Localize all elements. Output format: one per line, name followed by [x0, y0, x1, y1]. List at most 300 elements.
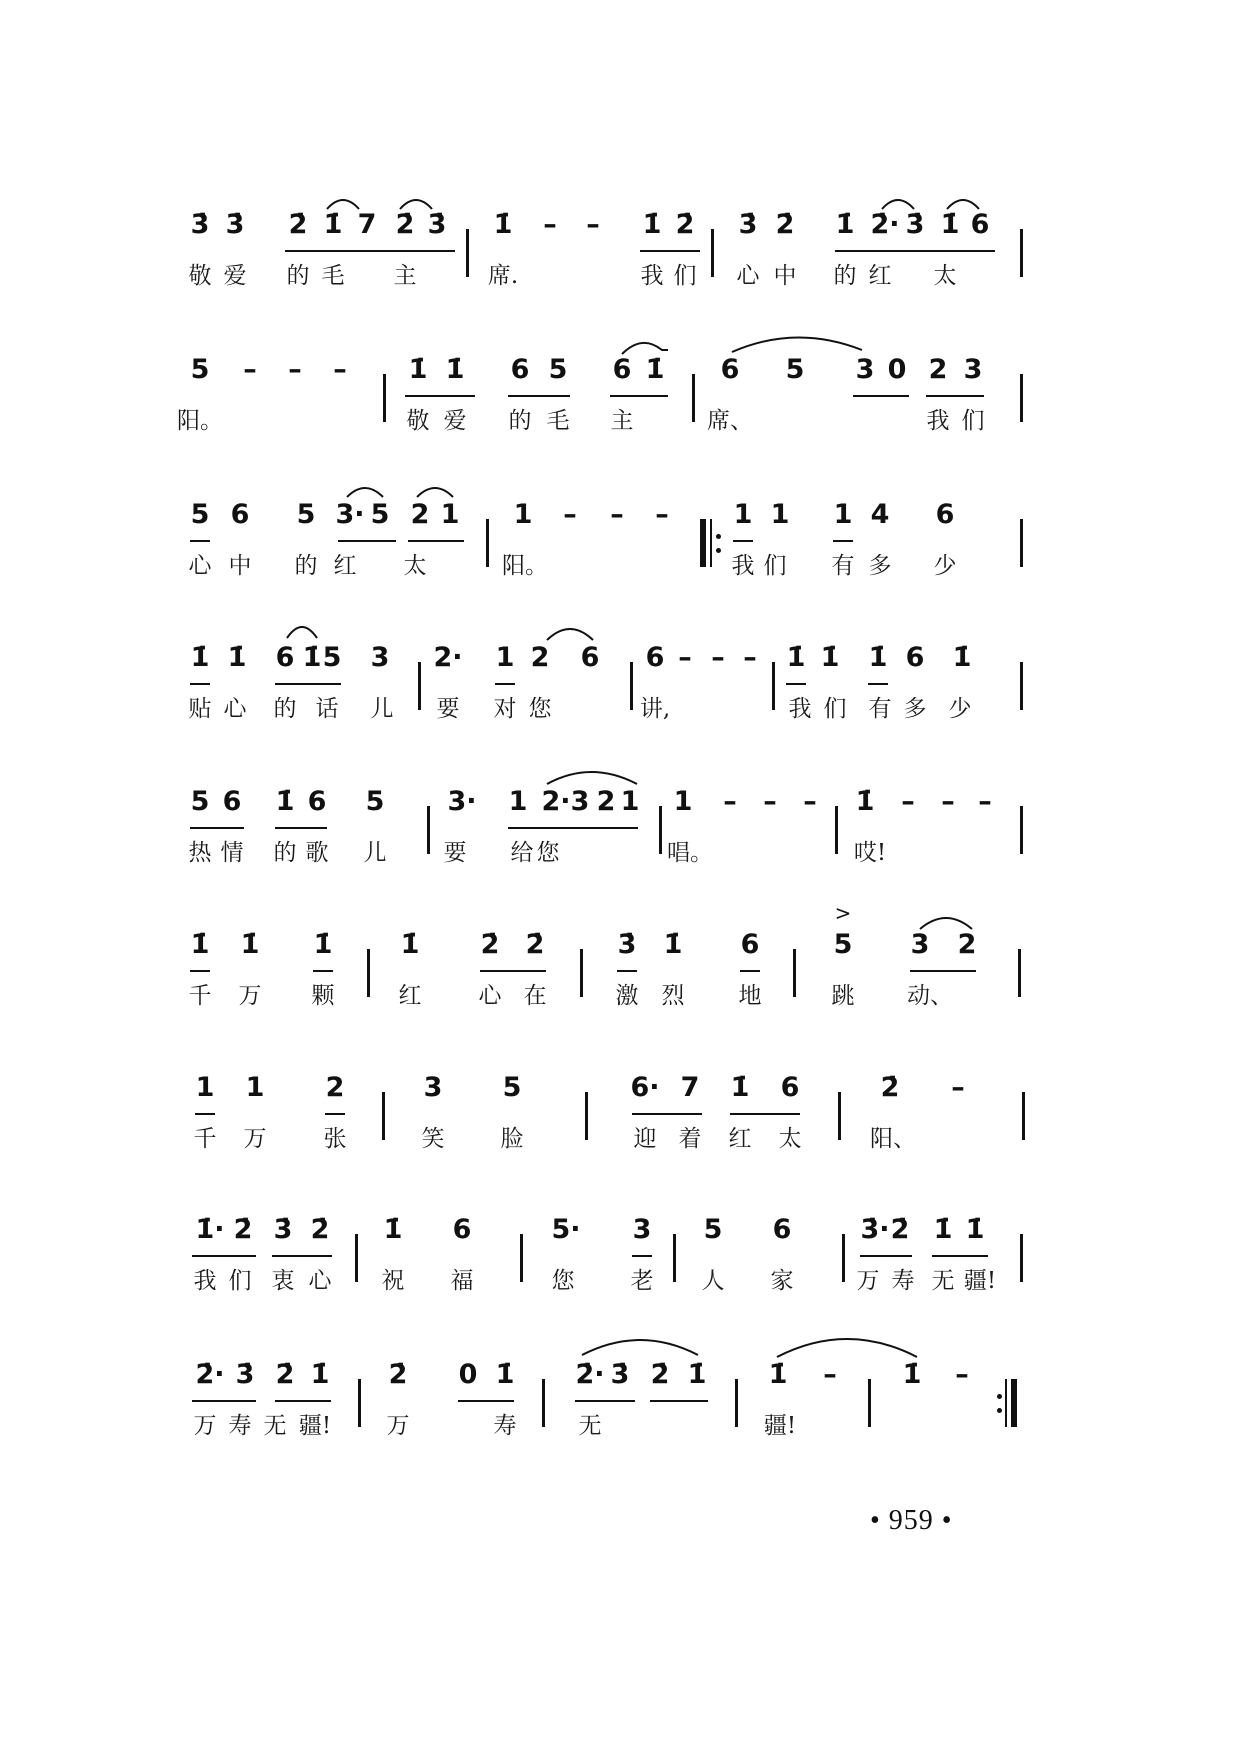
- note: –: [711, 642, 725, 673]
- beam-underline: [833, 540, 853, 542]
- note: 2̇: [388, 1359, 408, 1390]
- note: 5·: [551, 1214, 581, 1245]
- note: 1̇·: [195, 1214, 225, 1245]
- lyric-char: 家: [770, 1268, 794, 1294]
- lyric-char: 太: [933, 263, 957, 289]
- lyrics-line: [0, 694, 1241, 724]
- jianpu-notes: [0, 782, 1241, 822]
- lyrics-line: [0, 1266, 1241, 1296]
- note: 3·: [335, 499, 365, 530]
- note: –: [803, 786, 817, 817]
- lyric-char: 的: [294, 553, 318, 579]
- beam-underline: [408, 540, 464, 542]
- note: 1̇: [310, 1359, 330, 1390]
- beam-underline: [195, 1113, 215, 1115]
- note: 6: [905, 642, 925, 673]
- note: –: [610, 499, 624, 530]
- note: 5: [548, 354, 568, 385]
- lyric-char: 心: [188, 553, 212, 579]
- lyric-char: 中: [228, 553, 252, 579]
- lyric-char: 的: [273, 696, 297, 722]
- beam-underline: [190, 683, 210, 685]
- note: –: [586, 209, 600, 240]
- note: 1̇: [820, 642, 840, 673]
- score-line-5: [0, 752, 1241, 882]
- note: 3̇: [738, 209, 758, 240]
- jianpu-notes: [0, 350, 1241, 390]
- jianpu-notes: [0, 1068, 1241, 1108]
- note: 1: [620, 786, 640, 817]
- score-line-2: [0, 320, 1241, 450]
- note: 2̇: [395, 209, 415, 240]
- jianpu-notes: [0, 205, 1241, 245]
- lyric-char: 中: [773, 263, 797, 289]
- note: 1: [833, 499, 853, 530]
- note: 6: [580, 642, 600, 673]
- note: 6: [452, 1214, 472, 1245]
- note: 6: [645, 642, 665, 673]
- note: 6: [275, 642, 295, 673]
- beam-underline: [632, 1255, 652, 1257]
- lyric-char: 少: [933, 553, 957, 579]
- note: 3̇: [190, 209, 210, 240]
- beam-underline: [640, 250, 700, 252]
- lyric-char: 您: [528, 696, 552, 722]
- note: –: [678, 642, 692, 673]
- note: 1̇: [275, 786, 295, 817]
- note: 2̇: [890, 1214, 910, 1245]
- note: 2·: [433, 642, 463, 673]
- note: 3̇: [273, 1214, 293, 1245]
- note: 1̇: [313, 929, 333, 960]
- beam-underline: [508, 395, 570, 397]
- lyric-char: 们: [961, 408, 985, 434]
- lyric-char: 疆!: [298, 1413, 332, 1439]
- lyric-char: 阳。: [502, 553, 548, 579]
- beam-underline: [192, 1400, 256, 1402]
- note: 2̇: [650, 1359, 670, 1390]
- note: 1̇: [687, 1359, 707, 1390]
- note: 6: [222, 786, 242, 817]
- note: 1̇: [730, 1072, 750, 1103]
- note: 0: [887, 354, 907, 385]
- note: 2: [957, 929, 977, 960]
- lyric-char: 祝: [381, 1268, 405, 1294]
- note: 5: [785, 354, 805, 385]
- beam-underline: [730, 1113, 800, 1115]
- lyric-char: 阳、: [870, 1126, 916, 1152]
- lyrics-line: [0, 1124, 1241, 1154]
- lyric-char: 有: [831, 553, 855, 579]
- lyric-char: 阳。: [177, 408, 223, 434]
- lyric-char: 跳: [831, 983, 855, 1009]
- note: 1̇: [190, 642, 210, 673]
- lyric-char: 在: [523, 983, 547, 1009]
- note: 2: [596, 786, 616, 817]
- note: 2: [530, 642, 550, 673]
- note: 5: [296, 499, 316, 530]
- note: 6: [772, 1214, 792, 1245]
- lyric-char: 们: [673, 263, 697, 289]
- lyric-char: 对: [493, 696, 517, 722]
- beam-underline: [480, 970, 546, 972]
- note: 2: [410, 499, 430, 530]
- note: –: [763, 786, 777, 817]
- note: 1: [495, 642, 515, 673]
- beam-underline: [910, 970, 976, 972]
- beam-underline: [835, 250, 995, 252]
- note: 1̇: [835, 209, 855, 240]
- beam-underline: [508, 827, 638, 829]
- lyric-char: 我: [731, 553, 755, 579]
- beam-underline: [275, 683, 341, 685]
- note: 6: [740, 929, 760, 960]
- note: –: [543, 209, 557, 240]
- note: 3: [910, 929, 930, 960]
- lyric-char: 多: [903, 696, 927, 722]
- lyric-char: 福: [450, 1268, 474, 1294]
- score-line-6: [0, 895, 1241, 1025]
- lyric-char: 歌: [305, 840, 329, 866]
- lyric-char: 心: [308, 1268, 332, 1294]
- beam-underline: [495, 683, 515, 685]
- jianpu-notes: [0, 1355, 1241, 1395]
- lyric-char: 多: [868, 553, 892, 579]
- note: 2̇: [233, 1214, 253, 1245]
- lyric-char: 的: [286, 263, 310, 289]
- lyric-char: 动、: [907, 983, 953, 1009]
- lyric-char: 笑: [421, 1126, 445, 1152]
- note: 5: [703, 1214, 723, 1245]
- lyric-char: 心: [736, 263, 760, 289]
- note: 1̇: [190, 929, 210, 960]
- note: 1̇: [786, 642, 806, 673]
- lyric-char: 寿: [493, 1413, 517, 1439]
- note: 1̇: [902, 1359, 922, 1390]
- lyric-char: 话: [315, 696, 339, 722]
- lyric-char: 脸: [500, 1126, 524, 1152]
- lyric-char: 太: [778, 1126, 802, 1152]
- note: –: [655, 499, 669, 530]
- note: 1̇: [323, 209, 343, 240]
- note: 6: [970, 209, 990, 240]
- note: 1̇: [445, 354, 465, 385]
- jianpu-notes: [0, 1210, 1241, 1250]
- note: 7: [680, 1072, 700, 1103]
- note: 1̇: [227, 642, 247, 673]
- lyric-char: 万: [243, 1126, 267, 1152]
- lyric-char: 老: [630, 1268, 654, 1294]
- lyric-char: 红: [333, 553, 357, 579]
- lyric-char: 万: [386, 1413, 410, 1439]
- note: 2̇: [675, 209, 695, 240]
- score-line-7: [0, 1038, 1241, 1168]
- lyric-char: 贴: [188, 696, 212, 722]
- beam-underline: [338, 540, 396, 542]
- lyric-char: 红: [728, 1126, 752, 1152]
- note: –: [823, 1359, 837, 1390]
- beam-underline: [740, 970, 760, 972]
- note: 5: [322, 642, 342, 673]
- lyrics-line: [0, 551, 1241, 581]
- lyric-char: 千: [188, 983, 212, 1009]
- beam-underline: [190, 827, 244, 829]
- note: 5: [833, 929, 853, 960]
- note: 6: [612, 354, 632, 385]
- beam-underline: [926, 395, 984, 397]
- jianpu-notes: [0, 495, 1241, 535]
- lyric-char: 爱: [223, 263, 247, 289]
- note: 2̇: [480, 929, 500, 960]
- note: 6: [230, 499, 250, 530]
- note: 3̇: [225, 209, 245, 240]
- beam-underline: [275, 827, 327, 829]
- lyric-char: 我: [640, 263, 664, 289]
- note: 6: [510, 354, 530, 385]
- lyric-char: 情: [220, 840, 244, 866]
- lyric-char: 颗: [311, 983, 335, 1009]
- lyric-char: 热: [188, 840, 212, 866]
- lyric-char: 主: [610, 408, 634, 434]
- note: 5: [502, 1072, 522, 1103]
- lyric-char: 毛: [546, 408, 570, 434]
- note: 3̇: [427, 209, 447, 240]
- note: –: [333, 354, 347, 385]
- accent-mark: >: [834, 901, 852, 925]
- lyric-char: 我: [193, 1268, 217, 1294]
- lyric-char: 的: [833, 263, 857, 289]
- note: 6·: [630, 1072, 660, 1103]
- note: 5: [370, 499, 390, 530]
- note: –: [955, 1359, 969, 1390]
- note: 1̇: [383, 1214, 403, 1245]
- lyric-char: 少: [948, 696, 972, 722]
- note: 1̇: [642, 209, 662, 240]
- lyrics-line: [0, 261, 1241, 291]
- lyric-char: 红: [398, 983, 422, 1009]
- note: 3̇·: [860, 1214, 890, 1245]
- note: 2̇: [288, 209, 308, 240]
- beam-underline: [860, 1255, 912, 1257]
- lyric-char: 有: [868, 696, 892, 722]
- lyric-char: 给: [510, 840, 534, 866]
- note: 5: [190, 786, 210, 817]
- lyric-char: 们: [228, 1268, 252, 1294]
- lyric-char: 要: [436, 696, 460, 722]
- note: 3̇: [610, 1359, 630, 1390]
- beam-underline: [610, 395, 668, 397]
- lyric-char: 万: [238, 983, 262, 1009]
- beam-underline: [932, 1255, 988, 1257]
- lyric-char: 张: [323, 1126, 347, 1152]
- note: 2̇: [525, 929, 545, 960]
- beam-underline: [786, 683, 806, 685]
- score-line-4: [0, 608, 1241, 738]
- jianpu-notes: [0, 638, 1241, 678]
- note: 1: [440, 499, 460, 530]
- note: 1̇: [965, 1214, 985, 1245]
- note: 2̇·: [575, 1359, 605, 1390]
- note: 3: [963, 354, 983, 385]
- beam-underline: [458, 1400, 514, 1402]
- lyric-char: 的: [273, 840, 297, 866]
- lyric-char: 毛: [321, 263, 345, 289]
- lyric-char: 寿: [891, 1268, 915, 1294]
- note: 2: [928, 354, 948, 385]
- note: 3: [423, 1072, 443, 1103]
- note: 0: [458, 1359, 478, 1390]
- beam-underline: [190, 540, 210, 542]
- note: 1̇: [933, 1214, 953, 1245]
- lyric-char: 哎!: [853, 840, 887, 866]
- note: 2̇: [880, 1072, 900, 1103]
- note: 6: [935, 499, 955, 530]
- lyrics-line: [0, 981, 1241, 1011]
- note: 3: [370, 642, 390, 673]
- note: –: [723, 786, 737, 817]
- note: 1: [733, 499, 753, 530]
- note: 2·: [541, 786, 571, 817]
- note: 3: [570, 786, 590, 817]
- lyric-char: 千: [193, 1126, 217, 1152]
- lyric-char: 无: [931, 1268, 955, 1294]
- note: 5: [190, 354, 210, 385]
- lyric-char: 地: [738, 983, 762, 1009]
- note: 6: [720, 354, 740, 385]
- note: 1̇: [495, 1359, 515, 1390]
- lyric-char: 心: [223, 696, 247, 722]
- note: –: [941, 786, 955, 817]
- beam-underline: [325, 1113, 345, 1115]
- lyric-char: 红: [868, 263, 892, 289]
- beam-underline: [285, 250, 455, 252]
- note: 6: [307, 786, 327, 817]
- note: 2: [325, 1072, 345, 1103]
- lyric-char: 烈: [661, 983, 685, 1009]
- lyric-char: 人: [701, 1268, 725, 1294]
- note: 1̇: [663, 929, 683, 960]
- score-line-3: [0, 465, 1241, 595]
- note: –: [563, 499, 577, 530]
- beam-underline: [313, 970, 333, 972]
- lyric-char: 唱。: [667, 840, 713, 866]
- lyric-char: 席、: [707, 408, 753, 434]
- note: 3: [855, 354, 875, 385]
- lyric-char: 们: [763, 553, 787, 579]
- note: 2̇·: [195, 1359, 225, 1390]
- note: 3̇: [235, 1359, 255, 1390]
- lyric-char: 讲,: [639, 696, 671, 722]
- note: 1: [770, 499, 790, 530]
- lyric-char: 您: [551, 1268, 575, 1294]
- note: –: [951, 1072, 965, 1103]
- score-line-1: [0, 175, 1241, 305]
- lyric-char: 主: [393, 263, 417, 289]
- lyric-char: 寿: [228, 1413, 252, 1439]
- note: 1̇: [408, 354, 428, 385]
- lyric-char: 疆!: [963, 1268, 997, 1294]
- beam-underline: [575, 1400, 635, 1402]
- note: 1̇: [645, 354, 665, 385]
- note: 7: [357, 209, 377, 240]
- note: 1: [508, 786, 528, 817]
- lyric-char: 着: [678, 1126, 702, 1152]
- note: 2̇: [775, 209, 795, 240]
- lyric-char: 儿: [363, 840, 387, 866]
- lyric-char: 我: [926, 408, 950, 434]
- lyrics-line: [0, 838, 1241, 868]
- note: –: [743, 642, 757, 673]
- note: 1̇: [952, 642, 972, 673]
- note: 2̇: [275, 1359, 295, 1390]
- note: 1̇: [400, 929, 420, 960]
- note: 1: [245, 1072, 265, 1103]
- lyric-char: 心: [478, 983, 502, 1009]
- note: 3̇: [905, 209, 925, 240]
- note: 1̇: [855, 786, 875, 817]
- beam-underline: [275, 1400, 331, 1402]
- lyric-char: 爱: [443, 408, 467, 434]
- lyrics-line: [0, 406, 1241, 436]
- lyric-char: 我: [788, 696, 812, 722]
- lyric-char: 敬: [188, 263, 212, 289]
- lyric-char: 万: [193, 1413, 217, 1439]
- lyric-char: 们: [823, 696, 847, 722]
- beam-underline: [853, 395, 909, 397]
- slur-mark: [580, 1333, 700, 1357]
- score-line-8: [0, 1180, 1241, 1310]
- note: –: [978, 786, 992, 817]
- lyric-char: 激: [615, 983, 639, 1009]
- lyric-char: 您: [536, 840, 560, 866]
- beam-underline: [733, 540, 753, 542]
- page-number: • 959 •: [870, 1505, 953, 1536]
- note: 6: [780, 1072, 800, 1103]
- note: 1̇: [302, 642, 322, 673]
- note: 5: [365, 786, 385, 817]
- score-line-9: [0, 1325, 1241, 1455]
- lyric-char: 无: [578, 1413, 602, 1439]
- beam-underline: [868, 683, 888, 685]
- beam-underline: [632, 1113, 702, 1115]
- note: 1̇: [768, 1359, 788, 1390]
- lyric-char: 席.: [487, 263, 519, 289]
- beam-underline: [405, 395, 475, 397]
- lyric-char: 要: [443, 840, 467, 866]
- beam-underline: [192, 1255, 256, 1257]
- note: 1̇: [240, 929, 260, 960]
- note: 1: [673, 786, 693, 817]
- note: 2̇·: [870, 209, 900, 240]
- beam-underline: [617, 970, 637, 972]
- note: 3̇: [617, 929, 637, 960]
- beam-underline: [650, 1400, 708, 1402]
- note: 5: [190, 499, 210, 530]
- note: 1̇: [868, 642, 888, 673]
- lyrics-line: [0, 1411, 1241, 1441]
- note: 4: [870, 499, 890, 530]
- lyric-char: 太: [403, 553, 427, 579]
- beam-underline: [272, 1255, 332, 1257]
- note: 1: [195, 1072, 215, 1103]
- note: 3: [632, 1214, 652, 1245]
- note: –: [288, 354, 302, 385]
- note: 3·: [447, 786, 477, 817]
- lyric-char: 疆!: [763, 1413, 797, 1439]
- note: –: [243, 354, 257, 385]
- note: –: [901, 786, 915, 817]
- lyric-char: 迎: [633, 1126, 657, 1152]
